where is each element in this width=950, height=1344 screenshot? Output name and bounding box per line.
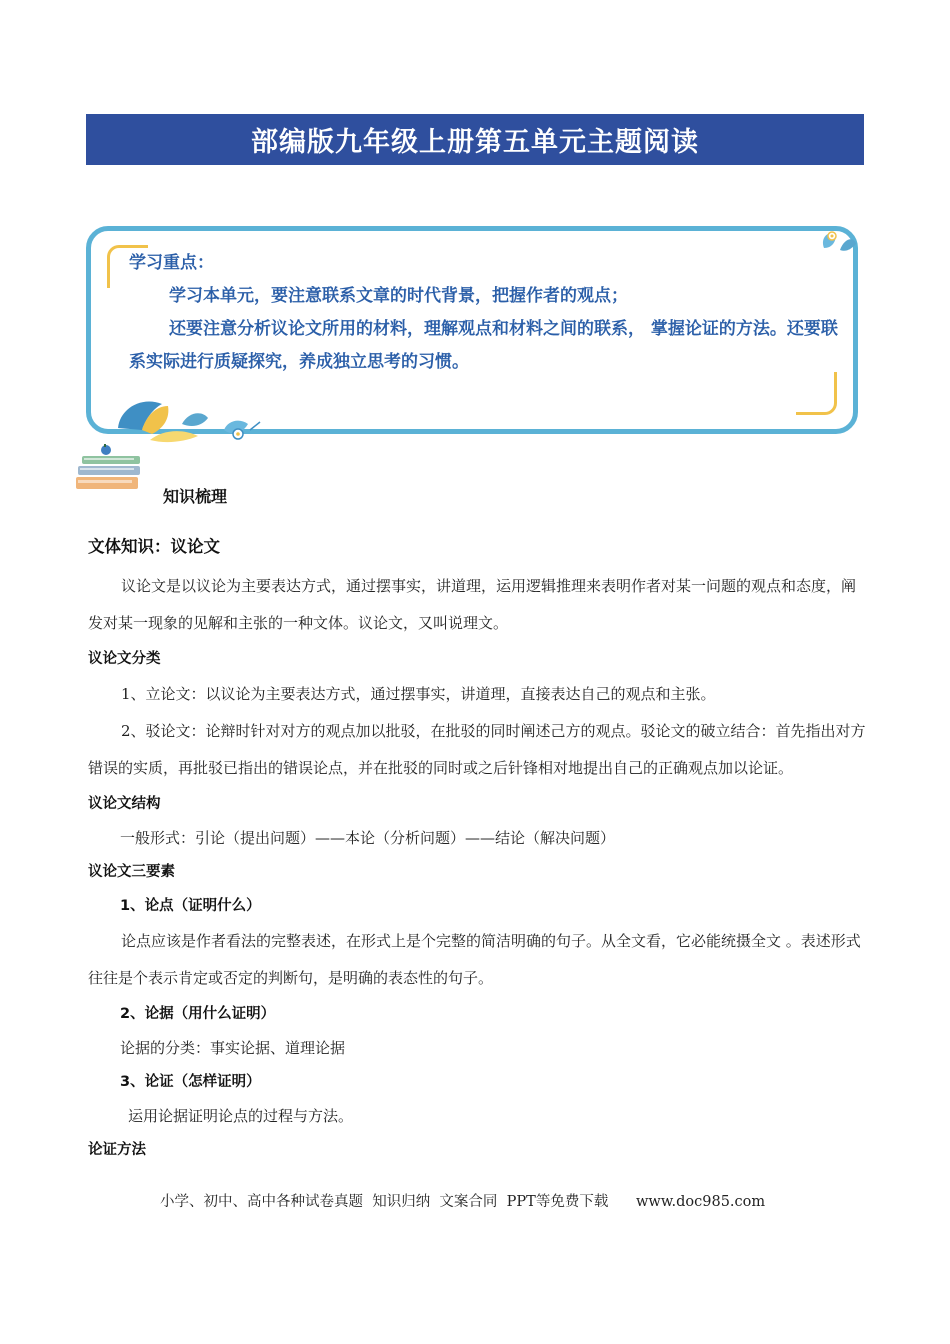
main-content [88,532,866,1167]
footer-text: 小学、初中、高中各种试卷真题 知识归纳 文案合同 PPT等免费下载 [160,1194,609,1210]
classification-item-1: 1、立论文：以议论为主要表达方式，通过摆事实，讲道理，直接表达自己的观点和主张。 [121,685,716,703]
classification-title: 议论文分类 [88,651,161,667]
element-1-title: 1、论点（证明什么） [120,898,261,914]
genre-description: 议论文是以议论为主要表达方式，通过摆事实，讲道理，运用逻辑推理来表明作者对某一问题的观点和态度，阐发对某一现象的见解和主张的一种文体。议论文，又叫说理文。 [88,577,857,632]
element-2-description: 论据的分类：事实论据、道理论据 [120,1039,346,1057]
learning-focus-line-1: 学习本单元，要注意联系文章的时代背景，把握作者的观点； [169,286,628,306]
element-3-description: 运用论据证明论点的过程与方法。 [128,1107,354,1125]
element-3-title: 3、论证（怎样证明） [120,1074,261,1090]
title-banner [86,114,864,165]
structure-title: 议论文结构 [88,796,161,812]
learning-focus-text [129,247,839,379]
learning-focus-line-2: 还要注意分析议论文所用的材料，理解观点和材料之间的联系， 掌握论证的方法。还要联系实际进行质疑探究，养成独立思考的习惯。 [129,319,838,372]
leaf-flower-icon [818,224,858,258]
structure-description: 一般形式：引论（提出问题）——本论（分析问题）——结论（解决问题） [120,829,616,847]
learning-focus-title: 学习重点： [129,253,214,273]
section-heading: 知识梳理 [163,487,228,506]
element-1-description: 论点应该是作者看法的完整表述，在形式上是个完整的简洁明确的句子。从全文看，它必能统摄全文 。表述形式往往是个表示肯定或否定的判断句，是明确的表态性的句子。 [88,932,861,987]
method-title: 论证方法 [88,1142,146,1158]
genre-title: 文体知识：议论文 [88,537,220,556]
books-stack-icon [76,444,144,496]
page-title: 部编版九年级上册第五单元主题阅读 [251,127,699,158]
footer-url: www.doc985.com [636,1194,766,1210]
classification-item-2: 2、驳论文：论辩时针对对方的观点加以批驳，在批驳的同时阐述己方的观点。驳论文的破立结合：首先指出对方错误的实质，再批驳已指出的错误论点，并在批驳的同时或之后针锋相对地提出自己的正确观点加以论证。 [88,722,866,777]
umbrella-decoration-icon [112,394,272,446]
page-footer [160,1190,765,1211]
elements-title: 议论文三要素 [88,864,175,880]
element-2-title: 2、论据（用什么证明） [120,1006,276,1022]
